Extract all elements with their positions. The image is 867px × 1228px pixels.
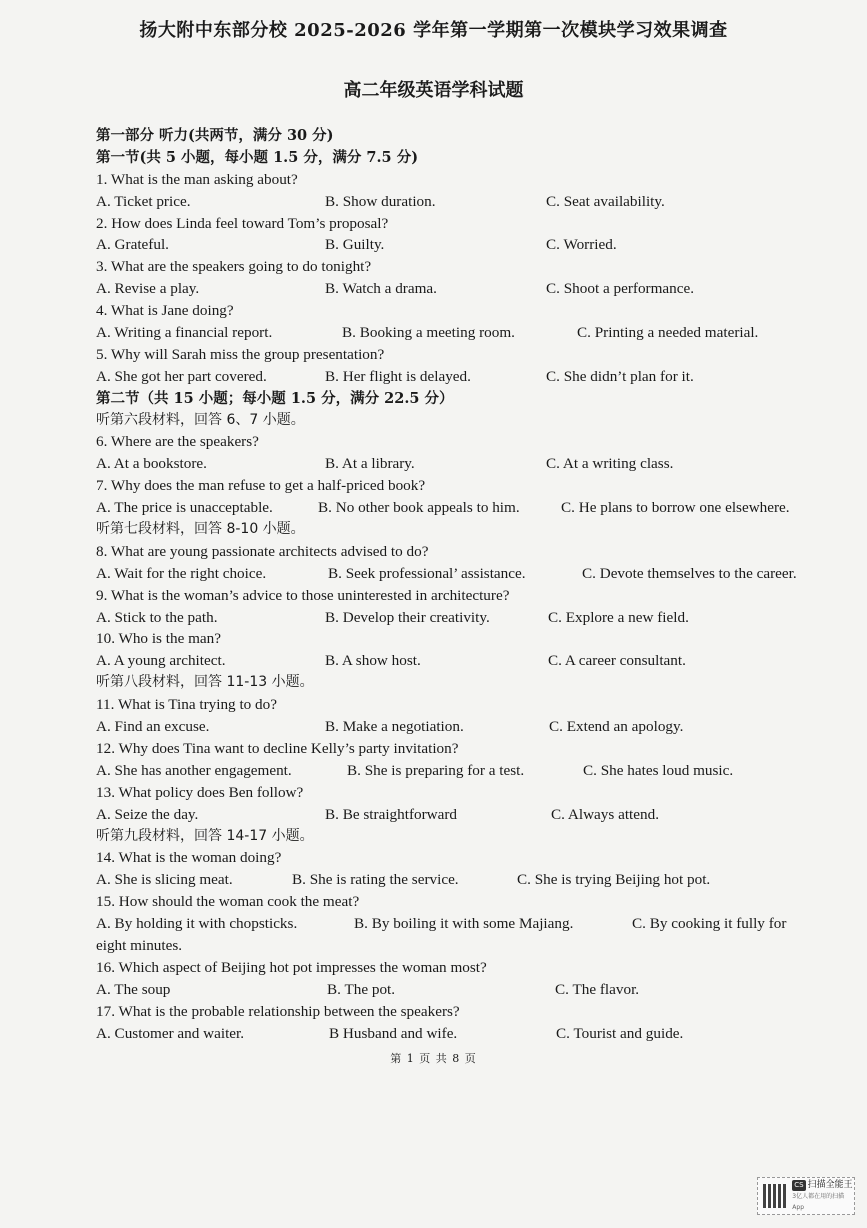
option-b: B. She is preparing for a test. xyxy=(347,761,525,779)
option-c: C. Worried. xyxy=(546,236,617,254)
option-a: A. Stick to the path. xyxy=(96,608,218,626)
options-row xyxy=(96,760,826,782)
option-a: A. Grateful. xyxy=(96,236,169,254)
material-instruction: 听第九段材料，回答 14-17 小题。 xyxy=(96,827,314,844)
option-a: A. Seize the day. xyxy=(96,805,199,823)
exam-subtitle: 高二年级英语学科试题 xyxy=(343,80,524,101)
option-a: A. Find an excuse. xyxy=(96,718,210,736)
options-row xyxy=(96,869,826,891)
option-c: C. He plans to borrow one elsewhere. xyxy=(561,499,790,517)
options-row xyxy=(96,804,826,826)
option-a: A. Wait for the right choice. xyxy=(96,564,267,582)
options-row xyxy=(96,278,826,300)
options-row xyxy=(96,913,826,935)
options-row xyxy=(96,366,826,388)
question-block xyxy=(96,628,826,672)
question-text: 5. Why will Sarah miss the group presentation? xyxy=(96,345,385,363)
question-text: 8. What are young passionate architects advised to do? xyxy=(96,542,429,560)
option-b: B. Booking a meeting room. xyxy=(342,324,515,342)
options-row xyxy=(96,607,826,629)
question-text: 16. Which aspect of Beijing hot pot impresses the woman most? xyxy=(96,958,487,976)
question-text: 6. Where are the speakers? xyxy=(96,433,259,451)
option-a: A. The price is unacceptable. xyxy=(96,499,273,517)
exam-title: 扬大附中东部分校 2025-2026 学年第一学期第一次模块学习效果调查 xyxy=(139,20,728,41)
question-text: 9. What is the woman’s advice to those uninterested in architecture? xyxy=(96,586,510,604)
option-b: B. Her flight is delayed. xyxy=(325,367,471,385)
option-a: A. She is slicing meat. xyxy=(96,871,233,889)
option-a: A. Writing a financial report. xyxy=(96,324,273,342)
question-text: 2. How does Linda feel toward Tom’s proposal? xyxy=(96,214,389,232)
option-c-continued: eight minutes. xyxy=(96,936,183,954)
option-a: A. Revise a play. xyxy=(96,280,200,298)
question-block xyxy=(96,344,826,388)
question-text: 10. Who is the man? xyxy=(96,630,221,648)
option-c: C. Printing a needed material. xyxy=(577,324,759,342)
question-text: 12. Why does Tina want to decline Kelly’s party invitation? xyxy=(96,739,459,757)
option-c: C. Explore a new field. xyxy=(548,608,689,626)
option-a: A. A young architect. xyxy=(96,652,226,670)
option-c: C. Always attend. xyxy=(551,805,659,823)
question-block xyxy=(96,738,826,782)
option-a: A. Ticket price. xyxy=(96,192,191,210)
option-b: B. A show host. xyxy=(325,652,421,670)
question-block xyxy=(96,957,826,1001)
question-text: 15. How should the woman cook the meat? xyxy=(96,893,360,911)
option-b: B. The pot. xyxy=(327,980,396,998)
listening-section xyxy=(96,125,826,1044)
question-text: 1. What is the man asking about? xyxy=(96,170,298,188)
question-block xyxy=(96,169,826,213)
watermark-tagline: 3亿人都在用的扫描App xyxy=(792,1192,845,1211)
option-b: B. Watch a drama. xyxy=(325,280,437,298)
question-text: 4. What is Jane doing? xyxy=(96,302,234,320)
material-instruction: 听第八段材料，回答 11-13 小题。 xyxy=(96,674,314,691)
question-text: 3. What are the speakers going to do tonight? xyxy=(96,258,372,276)
options-row xyxy=(96,497,826,519)
option-b: B. By boiling it with some Majiang. xyxy=(354,915,574,933)
question-block xyxy=(96,694,826,738)
option-c: C. Tourist and guide. xyxy=(556,1024,684,1042)
option-b: B. No other book appeals to him. xyxy=(318,499,520,517)
option-c: C. She hates loud music. xyxy=(583,761,734,779)
option-c: C. Extend an apology. xyxy=(549,718,684,736)
question-block xyxy=(96,431,826,475)
option-c: C. She is trying Beijing hot pot. xyxy=(517,871,711,889)
section-heading: 第一节(共 5 小题，每小题 1.5 分，满分 7.5 分) xyxy=(96,148,419,166)
option-b: B. At a library. xyxy=(325,455,415,473)
option-c: C. At a writing class. xyxy=(546,455,674,473)
question-block xyxy=(96,475,826,519)
scanner-watermark xyxy=(757,1177,855,1215)
camscanner-logo-icon: CS xyxy=(794,1180,804,1189)
options-row xyxy=(96,1023,826,1045)
material-instruction: 听第七段材料，回答 8-10 小题。 xyxy=(96,521,305,538)
question-block xyxy=(96,300,826,344)
option-a: A. At a bookstore. xyxy=(96,455,207,473)
option-c: C. She didn’t plan for it. xyxy=(546,367,694,385)
option-a: A. She got her part covered. xyxy=(96,367,267,385)
page-number: 第 1 页 共 8 页 xyxy=(390,1052,477,1065)
question-block xyxy=(96,541,826,585)
question-block xyxy=(96,891,826,957)
question-block xyxy=(96,585,826,629)
question-text: 11. What is Tina trying to do? xyxy=(96,696,277,714)
question-block xyxy=(96,782,826,826)
options-row xyxy=(96,716,826,738)
options-row xyxy=(96,563,826,585)
option-c: C. Shoot a performance. xyxy=(546,280,695,298)
option-b: B. Seek professional’ assistance. xyxy=(328,564,526,582)
question-text: 17. What is the probable relationship between the speakers? xyxy=(96,1002,460,1020)
question-text: 14. What is the woman doing? xyxy=(96,849,282,867)
question-text: 13. What policy does Ben follow? xyxy=(96,783,304,801)
question-block xyxy=(96,256,826,300)
option-b: B. Develop their creativity. xyxy=(325,608,490,626)
options-row xyxy=(96,453,826,475)
options-row xyxy=(96,234,826,256)
question-text: 7. Why does the man refuse to get a half-priced book? xyxy=(96,477,426,495)
option-c: C. A career consultant. xyxy=(548,652,686,670)
option-b: B. Guilty. xyxy=(325,236,385,254)
option-b: B Husband and wife. xyxy=(329,1024,458,1042)
options-row xyxy=(96,650,826,672)
options-row xyxy=(96,979,826,1001)
section-heading: 第二节（共 15 小题；每小题 1.5 分，满分 22.5 分） xyxy=(96,389,454,407)
option-b: B. Show duration. xyxy=(325,192,436,210)
question-block xyxy=(96,213,826,257)
question-block xyxy=(96,1001,826,1045)
qr-code-icon xyxy=(763,1184,786,1208)
part-heading: 第一部分 听力(共两节，满分 30 分) xyxy=(96,127,334,144)
question-block xyxy=(96,847,826,891)
option-a: A. By holding it with chopsticks. xyxy=(96,915,298,933)
option-a: A. The soup xyxy=(96,980,171,998)
option-a: A. Customer and waiter. xyxy=(96,1024,245,1042)
option-a: A. She has another engagement. xyxy=(96,761,292,779)
option-c: C. Seat availability. xyxy=(546,192,665,210)
watermark-name: 扫描全能王 xyxy=(807,1179,853,1190)
option-c: C. Devote themselves to the career. xyxy=(582,564,797,582)
material-instruction: 听第六段材料，回答 6、7 小题。 xyxy=(96,411,305,428)
options-row xyxy=(96,322,826,344)
options-row xyxy=(96,191,826,213)
option-b: B. Be straightforward xyxy=(325,805,458,823)
option-b: B. She is rating the service. xyxy=(292,871,459,889)
option-c: C. By cooking it fully for xyxy=(632,915,787,933)
option-b: B. Make a negotiation. xyxy=(325,718,464,736)
option-c: C. The flavor. xyxy=(555,980,640,998)
